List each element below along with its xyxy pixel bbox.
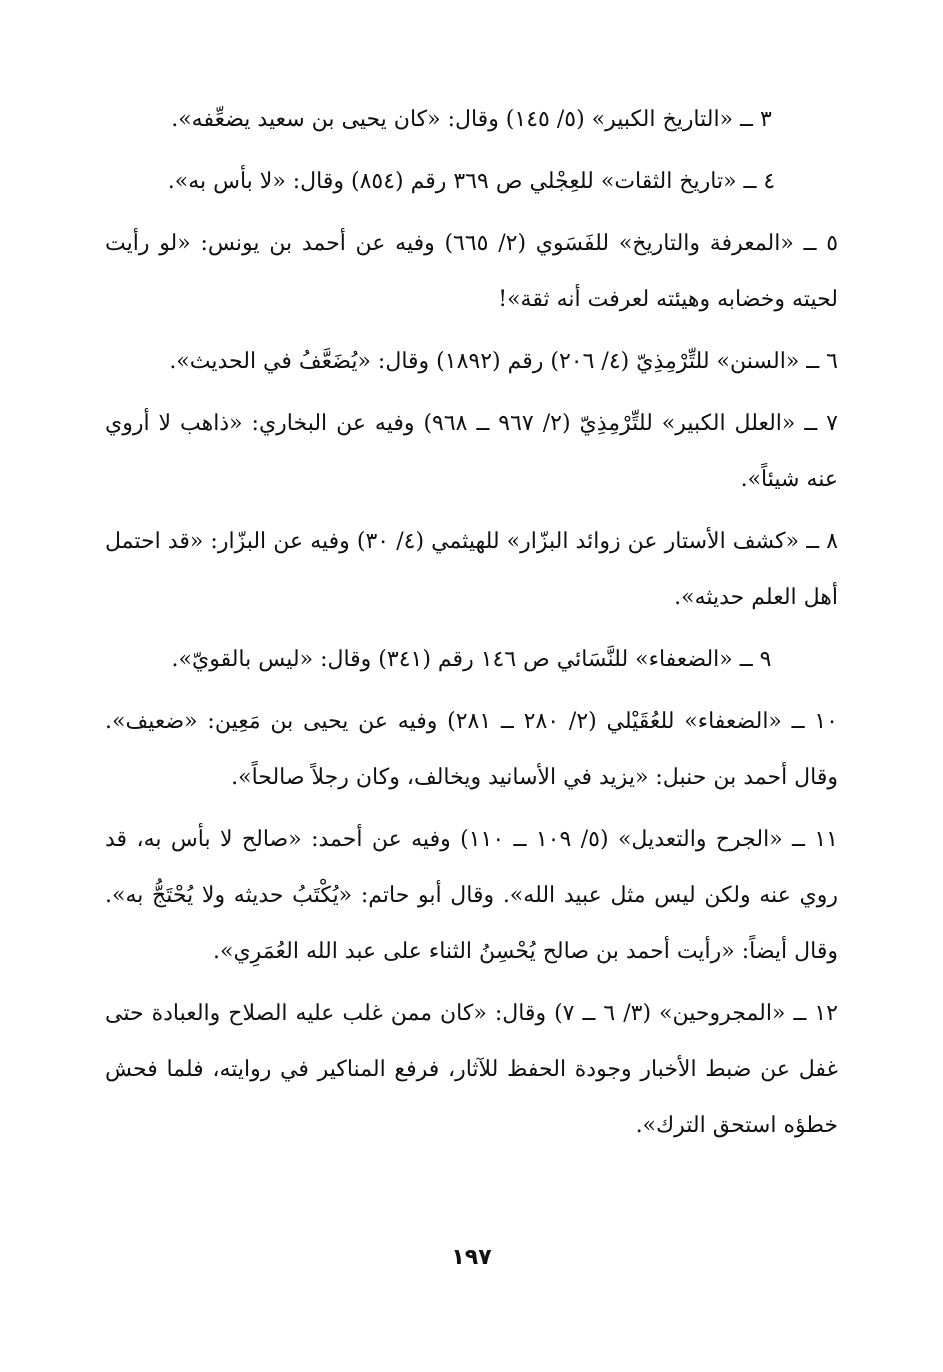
footnote-entry-8 xyxy=(105,514,838,626)
footnote-entry-3 xyxy=(105,92,838,148)
footnote-entry-4 xyxy=(105,154,838,210)
footnote-text: ٦ ــ «السنن» للتِّرْمِذِيّ (٤/ ٢٠٦) رقم (١٨٩٢) وقال: «يُضَعَّفُ في الحديث». xyxy=(169,349,838,374)
footnote-entry-12 xyxy=(105,986,838,1154)
footnote-text: ٤ ــ «تاريخ الثقات» للعِجْلي ص ٣٦٩ رقم (٨٥٤) وقال: «لا بأس به». xyxy=(167,169,776,194)
page-number: ١٩٧ xyxy=(451,1245,492,1270)
footnote-entry-11 xyxy=(105,812,838,980)
footnote-text: ١١ ــ «الجرح والتعديل» (٥/ ١٠٩ ــ ١١٠) وفيه عن أحمد: «صالح لا بأس به، قد روي عنه ولكن ليس مثل عبيد الله». وقال أبو حاتم: «يُكْتَبُ حديثه ولا يُحْتَجُّ به». وقال أيضاً: «رأيت أحمد بن صالح يُحْسِنُ الثناء على عبد الله العُمَرِي». xyxy=(105,827,838,964)
footnote-entry-9 xyxy=(105,632,838,688)
footnote-text: ١٠ ــ «الضعفاء» للعُقَيْلي (٢/ ٢٨٠ ــ ٢٨١) وفيه عن يحيى بن مَعِين: «ضعيف». وقال أحمد بن حنبل: «يزيد في الأسانيد ويخالف، وكان رجلاً صالحاً». xyxy=(105,709,838,790)
footnote-entry-5 xyxy=(105,216,838,328)
footnote-text: ٨ ــ «كشف الأستار عن زوائد البزّار» للهيثمي (٤/ ٣٠) وفيه عن البزّار: «قد احتمل أهل العلم حديثه». xyxy=(105,529,839,610)
footnote-entry-6 xyxy=(105,334,838,390)
footnotes-block xyxy=(105,92,838,1160)
footnote-text: ٥ ــ «المعرفة والتاريخ» للفَسَوي (٢/ ٦٦٥) وفيه عن أحمد بن يونس: «لو رأيت لحيته وخضابه وهيئته لعرفت أنه ثقة»! xyxy=(105,231,839,312)
footnote-text: ٩ ــ «الضعفاء» للنَّسَائي ص ١٤٦ رقم (٣٤١) وقال: «ليس بالقويّ». xyxy=(171,647,772,672)
footnote-entry-7 xyxy=(105,396,838,508)
footnote-text: ١٢ ــ «المجروحين» (٣/ ٦ ــ ٧) وقال: «كان ممن غلب عليه الصلاح والعبادة حتى غفل عن ضبط الأخبار وجودة الحفظ للآثار، فرفع المناكير في روايته، فلما فحش خطؤه استحق الترك». xyxy=(105,1001,838,1138)
footnote-text: ٣ ــ «التاريخ الكبير» (٥/ ١٤٥) وقال: «كان يحيى بن سعيد يضعِّفه». xyxy=(171,107,772,132)
footnote-entry-10 xyxy=(105,694,838,806)
footnote-text: ٧ ــ «العلل الكبير» للتِّرْمِذِيّ (٢/ ٩٦٧ ــ ٩٦٨) وفيه عن البخاري: «ذاهب لا أروي عنه شيئاً». xyxy=(105,411,838,492)
